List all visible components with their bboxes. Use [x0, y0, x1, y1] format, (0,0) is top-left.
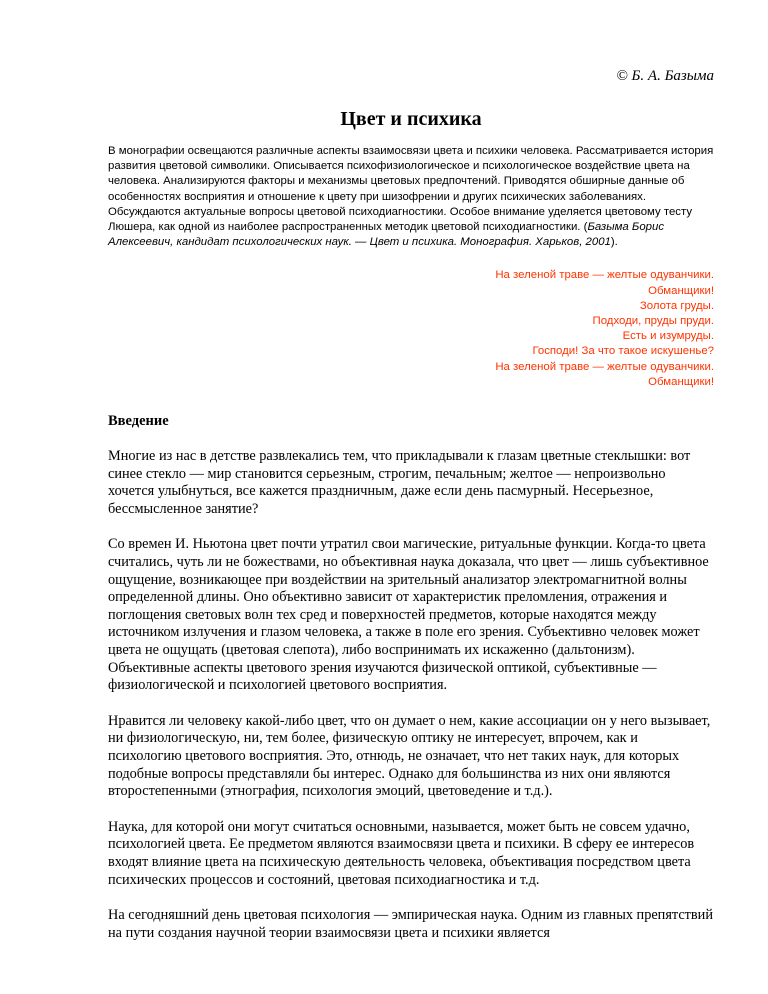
- poem-line: Есть и изумруды.: [622, 330, 714, 343]
- abstract-close: ).: [610, 236, 618, 249]
- document-page: [108, 66, 714, 942]
- poem-line: Подходи, пруды пруди.: [592, 315, 714, 328]
- abstract-source: Базыма Борис Алексеевич, кандидат психологических наук. — Цвет и психика. Монография. Харьков, 2001: [108, 221, 665, 249]
- paragraph: Нравится ли человеку какой-либо цвет, что он думает о нем, какие ассоциации он у него вызывает, ни физиологическую, ни, тем более, физическую оптику не интересует, впрочем, как и психологию цветового восприятия. Это, отнюдь, не означает, что нет таких наук, для которых подобные вопросы представляли бы интерес. Однако для большинства из них они являются второстепенными (этнография, психология эмоций, цветоведение и т.д.).: [108, 712, 711, 800]
- page-title: Цвет и психика: [340, 108, 482, 130]
- poem-line: Обманщики!: [648, 284, 714, 297]
- poem-line: На зеленой траве — желтые одуванчики.: [495, 360, 714, 373]
- poem-line: Господи! За что такое искушенье?: [532, 345, 714, 358]
- paragraph: На сегодняшний день цветовая психология — эмпирическая наука. Одним из главных препятствий на пути создания научной теории взаимосвязи цвета и психики является: [108, 907, 713, 941]
- copyright-line: © Б. А. Базыма: [616, 68, 714, 84]
- poem-line: Обманщики!: [648, 375, 714, 388]
- paragraph: Наука, для которой они могут считаться основными, называется, может быть не совсем удачно, психологией цвета. Ее предметом являются взаимосвязи цвета и психики. В сферу ее интересов входят влияние цвета на психическую деятельность человека, объективация посредством цвета психических процессов и состояний, цветовая психодиагностика и т.д.: [108, 818, 695, 888]
- abstract: [108, 144, 714, 250]
- epigraph-poem: [108, 268, 714, 390]
- paragraph: Со времен И. Ньютона цвет почти утратил свои магические, ритуальные функции. Когда-то цвета считались, чуть ли не божествами, но объективная наука доказала, что цвет — лишь субъективное ощущение, возникающее при воздействии на зрительный анализатор электромагнитной волны определенной длины. Оно объективно зависит от характеристик преломления, отражения и поглощения световых волн тех сред и поверхностей предметов, которые находятся между источником излучения и глазом человека, а также в поле его зрения. Субъективно человек может цвета не ощущать (цветовая слепота), либо воспринимать их искаженно (дальтонизм). Объективные аспекты цветового зрения изучаются физической оптикой, субъективные — физиологической и психологией цветового восприятия.: [108, 536, 709, 694]
- paragraph: Многие из нас в детстве развлекались тем, что прикладывали к глазам цветные стеклышки: вот синее стекло — мир становится серьезным, строгим, печальным; желтое — непроизвольно хочется улыбнуться, все кажется праздничным, даже если день пасмурный. Несерьезное, бессмысленное занятие?: [108, 448, 691, 517]
- section-heading: Введение: [108, 413, 169, 430]
- poem-line: На зеленой траве — желтые одуванчики.: [495, 269, 714, 282]
- poem-line: Золота груды.: [639, 299, 714, 312]
- abstract-text: В монографии освещаются различные аспекты взаимосвязи цвета и психики человека. Рассматривается история развития цветовой символики. Описывается психофизиологическое и психологическое воздействие цвета на человека. Анализируются факторы и механизмы цветовых предпочтений. Приводятся обширные данные об особенностях восприятия и отношение к цвету при шизофрении и других психических заболеваниях. Обсуждаются актуальные вопросы цветовой психодиагностики. Особое внимание уделяется цветовому тесту Люшера, как одной из наиболее распространенных методик цветовой психодиагностики. (: [108, 145, 714, 234]
